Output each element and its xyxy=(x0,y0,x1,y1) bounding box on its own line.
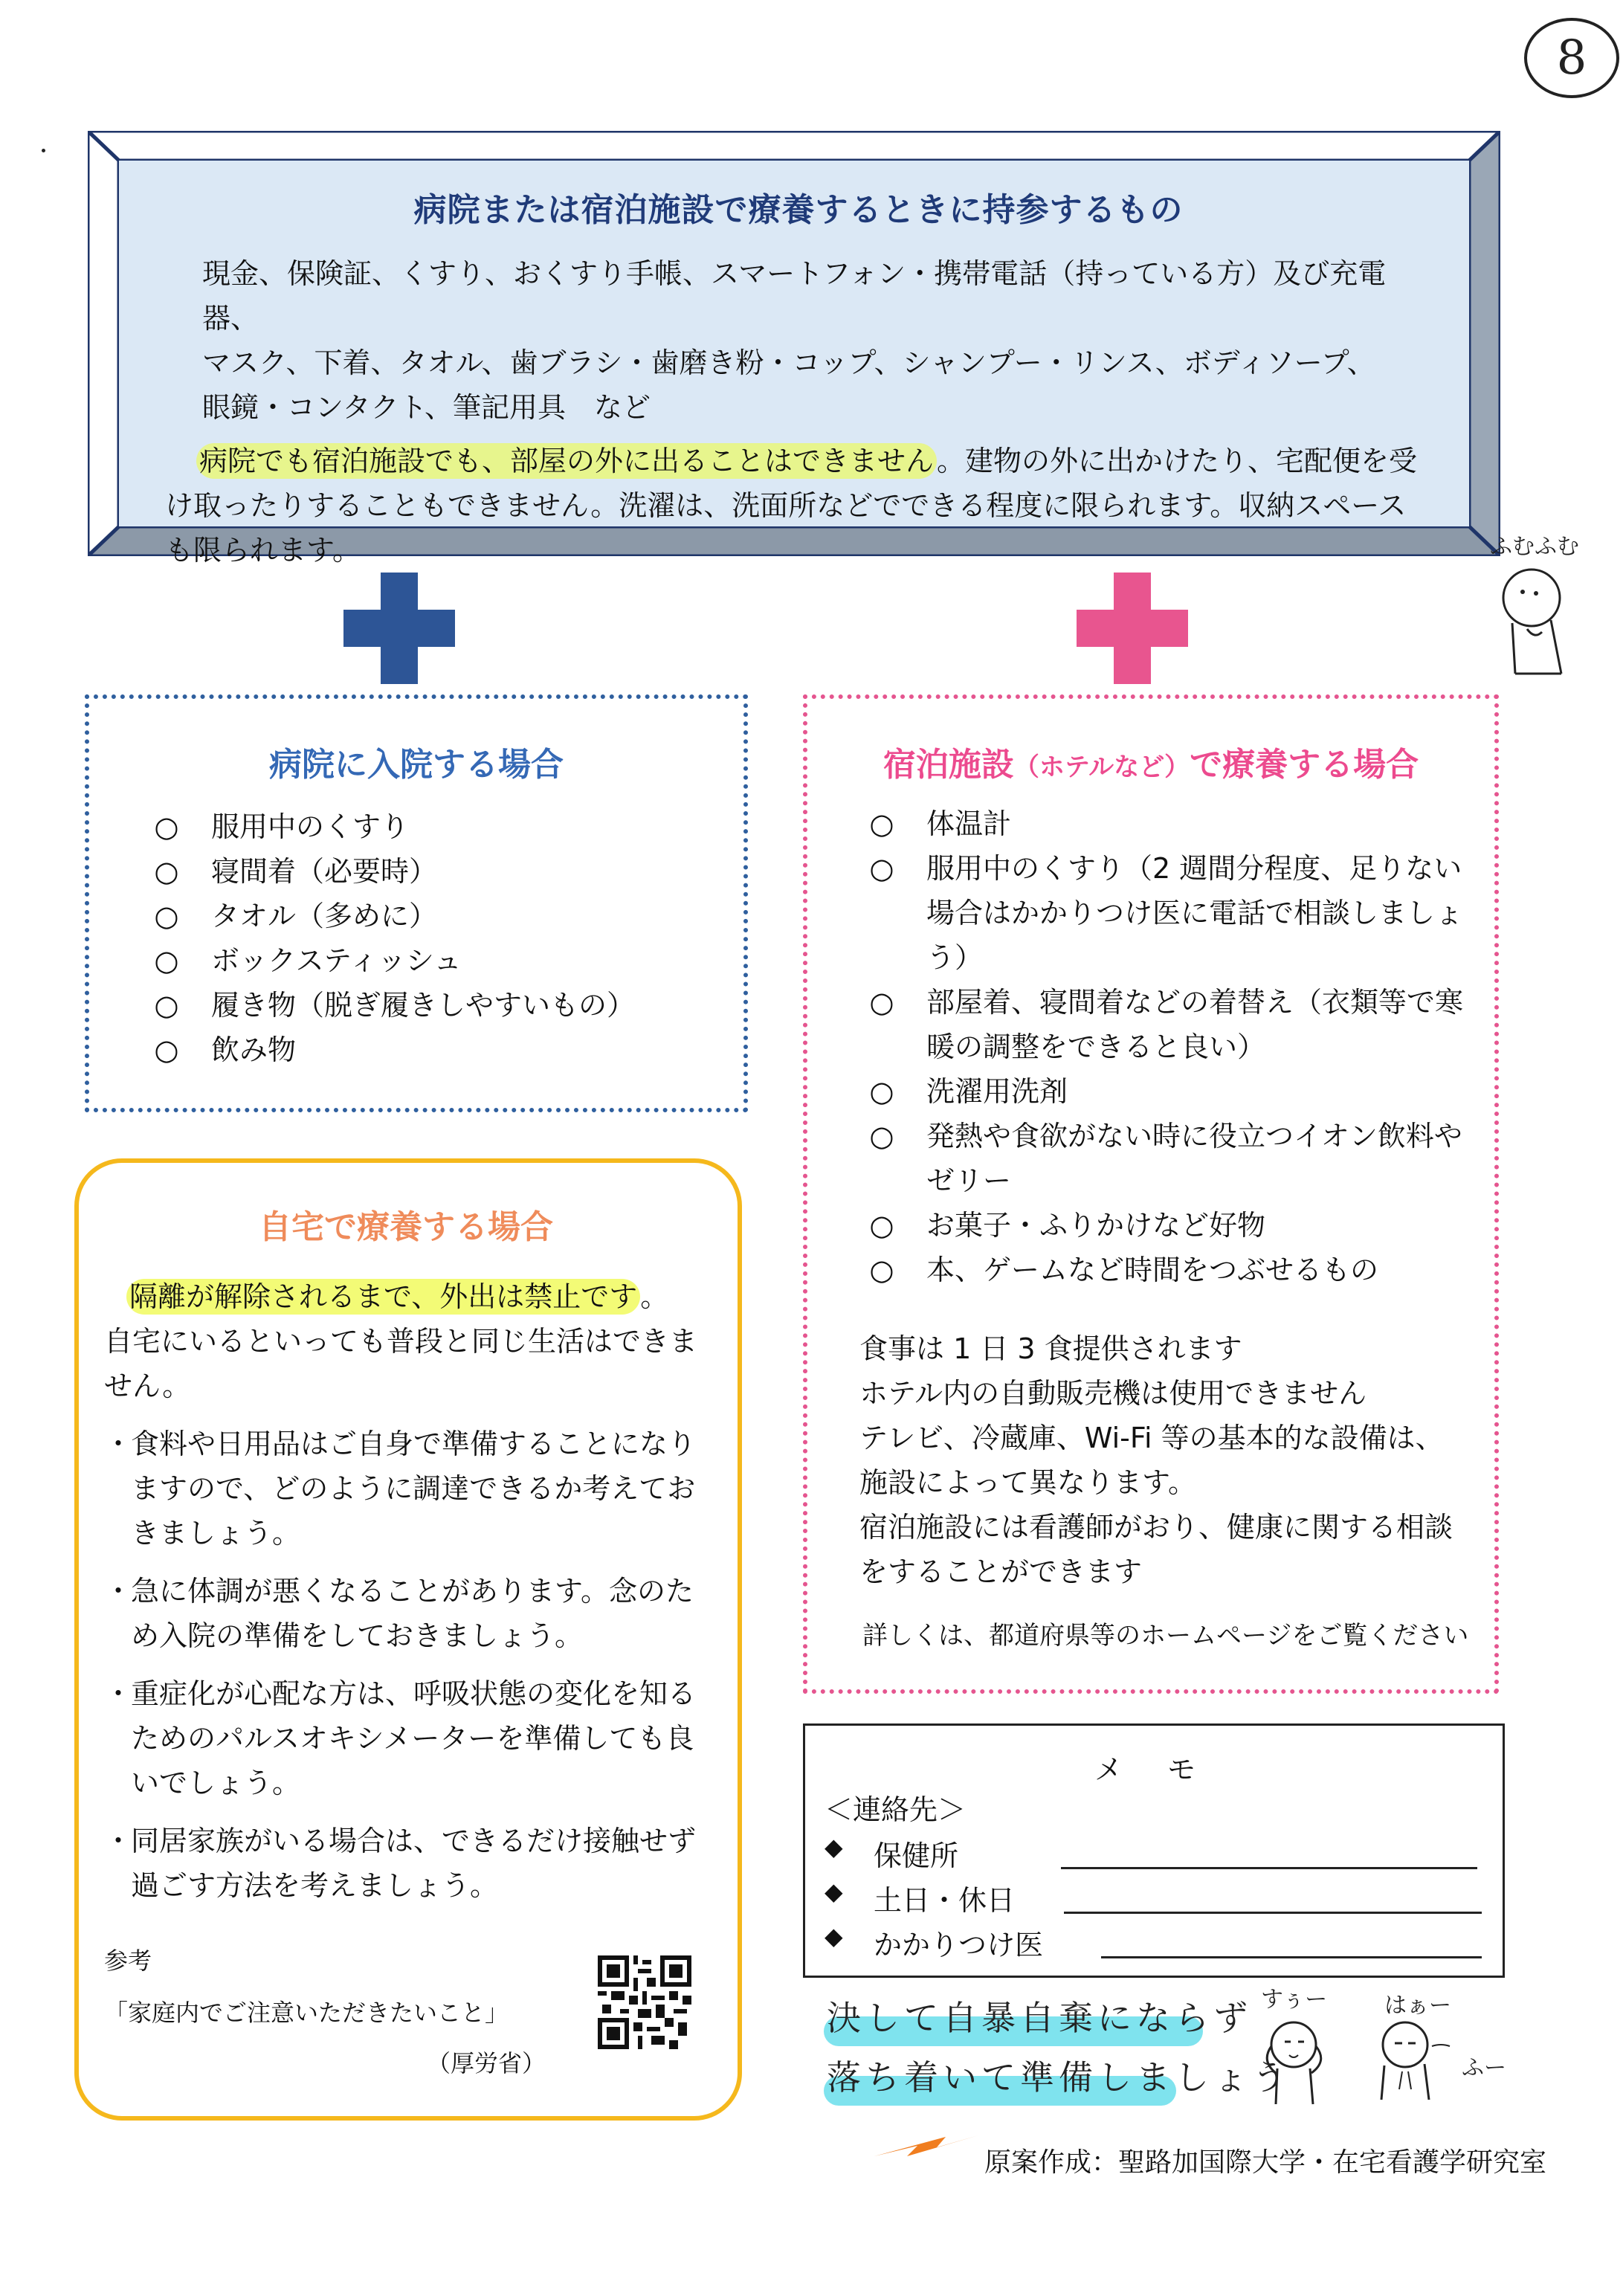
qr-code-icon[interactable] xyxy=(598,1955,691,2049)
hospital-items xyxy=(144,804,743,1072)
lightning-arrow-icon xyxy=(874,2131,978,2161)
list-item-text: 服用中のくすり xyxy=(211,810,410,843)
circle-icon: ○ xyxy=(869,852,894,885)
items-line: マスク、下着、タオル、歯ブラシ・歯磨き粉・コップ、シャンプー・リンス、ボディソープ、 xyxy=(202,346,1375,379)
memo-row-label: かかりつけ医 xyxy=(874,1929,1044,1961)
list-item xyxy=(859,1114,1465,1203)
pink-cross-icon xyxy=(1077,573,1188,684)
circle-icon: ○ xyxy=(869,807,894,840)
memo-row-health-center xyxy=(825,1833,1494,1877)
reference-organization: （厚労省） xyxy=(427,2049,546,2077)
circle-icon: ○ xyxy=(869,986,894,1019)
breath-out-caption: はぁー xyxy=(1384,1993,1451,2019)
list-item xyxy=(859,1248,1465,1292)
home-bullet xyxy=(104,1819,708,1908)
home-intro-line1 xyxy=(104,1274,708,1319)
memo-blank-line[interactable] xyxy=(1064,1912,1482,1914)
diamond-icon: ◆ xyxy=(825,1833,843,1861)
top-box-title: 病院または宿泊施設で療養するときに持参するもの xyxy=(413,191,1184,229)
hotel-detail-note: 詳しくは、都道府県等のホームページをご覧ください xyxy=(862,1621,1469,1651)
home-bullet xyxy=(104,1422,708,1555)
list-item-text: 体温計 xyxy=(926,807,1012,840)
circle-icon: ○ xyxy=(154,900,179,932)
hotel-box xyxy=(803,694,1499,1694)
memo-title: メ モ xyxy=(1094,1753,1214,1786)
breathing-figure-icon xyxy=(1256,2016,1338,2106)
list-item-text: 服用中のくすり（2 週間分程度、足りない場合はかかりつけ医に電話で相談しましょう） xyxy=(926,852,1464,974)
circle-icon: ○ xyxy=(869,1120,894,1152)
list-item xyxy=(859,1203,1465,1248)
circle-icon: ○ xyxy=(869,1075,894,1108)
hospital-title: 病院に入院する場合 xyxy=(269,746,564,784)
diamond-icon: ◆ xyxy=(825,1922,843,1950)
list-item-text: 寝間着（必要時） xyxy=(211,855,438,888)
sighing-figure-icon xyxy=(1368,2016,1465,2106)
top-note xyxy=(165,439,1432,573)
list-item-text: 履き物（脱ぎ履きしやすいもの） xyxy=(211,989,636,1022)
stray-dot xyxy=(42,149,45,152)
bullet-text: 急に体調が悪くなることがあります。念のため入院の準備をしておきましょう。 xyxy=(131,1575,694,1652)
list-item-text: 部屋着、寝間着などの着替え（衣類等で寒暖の調整をできると良い） xyxy=(926,986,1464,1063)
home-bullet xyxy=(104,1569,708,1658)
blue-cross-icon xyxy=(343,573,455,684)
items-to-bring xyxy=(165,251,1432,430)
fufu-caption: ふむふむ xyxy=(1490,534,1579,560)
list-item xyxy=(144,938,743,983)
list-item-text: お菓子・ふりかけなど好物 xyxy=(926,1209,1266,1242)
list-item-text: 洗濯用洗剤 xyxy=(926,1075,1068,1108)
hotel-info xyxy=(859,1326,1494,1594)
bullet-mark: ・ xyxy=(104,1575,133,1607)
memo-row-label: 土日・休日 xyxy=(874,1884,1016,1917)
info-line: 宿泊施設には看護師がおり、健康に関する相談をすることができます xyxy=(859,1511,1453,1588)
bullet-text: 重症化が心配な方は、呼吸状態の変化を知るためのパルスオキシメーターを準備しても良いでしょう。 xyxy=(131,1677,697,1799)
memo-blank-line[interactable] xyxy=(1061,1867,1477,1869)
circle-icon: ○ xyxy=(869,1254,894,1286)
items-line: 眼鏡・コンタクト、筆記用具 など xyxy=(202,391,651,424)
hotel-title-part: （ホテルなど） xyxy=(1013,752,1190,782)
list-item xyxy=(144,894,743,938)
memo-row-label: 保健所 xyxy=(874,1839,959,1872)
bullet-text: 食料や日用品はご自身で準備することになりますので、どのように調達できるか考えておきましょう。 xyxy=(131,1428,697,1550)
list-item xyxy=(859,980,1465,1069)
home-title: 自宅で療養する場合 xyxy=(259,1208,553,1246)
list-item xyxy=(859,802,1465,846)
info-line: テレビ、冷蔵庫、Wi-Fi 等の基本的な設備は、施設によって異なります。 xyxy=(859,1422,1444,1499)
hotel-title xyxy=(807,738,1494,785)
intro-punct: 。 xyxy=(640,1280,669,1313)
list-item-text: タオル（多めに） xyxy=(211,900,438,932)
circle-icon: ○ xyxy=(154,855,179,888)
reference-document: 「家庭内でご注意いただきたいこと」 xyxy=(104,1999,509,2027)
page-number xyxy=(1524,18,1619,98)
list-item-text: 本、ゲームなど時間をつぶせるもの xyxy=(926,1254,1379,1286)
memo-box xyxy=(803,1723,1505,1978)
list-item xyxy=(859,846,1465,980)
stick-figure-icon xyxy=(1490,562,1601,681)
note-rest: 。建物の外に出かけたり、宅配便を受け取ったりすることもできません。洗濯は、洗面所などでできる程度に限られます。収納スペースも限られます。 xyxy=(165,445,1418,567)
list-item xyxy=(144,1028,743,1072)
info-line: ホテル内の自動販売機は使用できません xyxy=(859,1377,1367,1410)
reference-label: 参考 xyxy=(104,1947,152,1975)
credit-text: 原案作成：聖路加国際大学・在宅看護学研究室 xyxy=(984,2147,1547,2178)
home-intro-line2: 自宅にいるといっても普段と同じ生活はできません。 xyxy=(104,1325,698,1402)
diamond-icon: ◆ xyxy=(825,1877,843,1906)
highlighted-warning: 隔離が解除されるまで、外出は禁止です xyxy=(126,1279,640,1315)
memo-blank-line[interactable] xyxy=(1101,1956,1482,1958)
hospital-box xyxy=(85,694,748,1112)
home-box xyxy=(74,1158,742,2121)
page-number-text: 8 xyxy=(1556,30,1587,86)
home-intro xyxy=(104,1274,708,1408)
memo-row-family-doctor xyxy=(825,1922,1494,1967)
handwritten-line-1: 決して自暴自棄にならず xyxy=(827,1998,1252,2038)
list-item-text: 発熱や食欲がない時に役立つイオン飲料やゼリー xyxy=(926,1120,1462,1197)
memo-row-holiday xyxy=(825,1877,1494,1922)
list-item xyxy=(859,1069,1465,1114)
hotel-title-part: で療養する場合 xyxy=(1190,746,1419,784)
bullet-mark: ・ xyxy=(104,1428,133,1460)
circle-icon: ○ xyxy=(154,944,179,977)
home-bullet xyxy=(104,1671,708,1805)
bullet-mark: ・ xyxy=(104,1825,133,1857)
handwritten-line-2: 落ち着いて準備しましょう xyxy=(827,2057,1291,2097)
breath-side-caption: ふー xyxy=(1462,2055,1506,2081)
top-box-content xyxy=(119,161,1469,567)
hotel-title-part: 宿泊施設 xyxy=(883,746,1014,784)
info-line: 食事は 1 日 3 食提供されます xyxy=(859,1332,1242,1365)
circle-icon: ○ xyxy=(154,989,179,1022)
bullet-text: 同居家族がいる場合は、できるだけ接触せず過ごす方法を考えましょう。 xyxy=(131,1825,697,1902)
list-item xyxy=(144,849,743,894)
list-item-text: ボックスティッシュ xyxy=(211,944,462,977)
bullet-mark: ・ xyxy=(104,1677,133,1710)
circle-icon: ○ xyxy=(154,810,179,843)
contact-label: ＜連絡先＞ xyxy=(825,1793,967,1826)
circle-icon: ○ xyxy=(154,1033,179,1066)
hotel-items xyxy=(859,802,1465,1292)
breath-in-caption: すぅー xyxy=(1261,1987,1328,2013)
list-item xyxy=(144,804,743,849)
list-item xyxy=(144,983,743,1028)
circle-icon: ○ xyxy=(869,1209,894,1242)
items-line: 現金、保険証、くすり、おくすり手帳、スマートフォン・携帯電話（持っている方）及び充電器、 xyxy=(202,257,1387,335)
highlighted-note: 病院でも宿泊施設でも、部屋の外に出ることはできません xyxy=(196,443,937,479)
list-item-text: 飲み物 xyxy=(211,1033,297,1066)
